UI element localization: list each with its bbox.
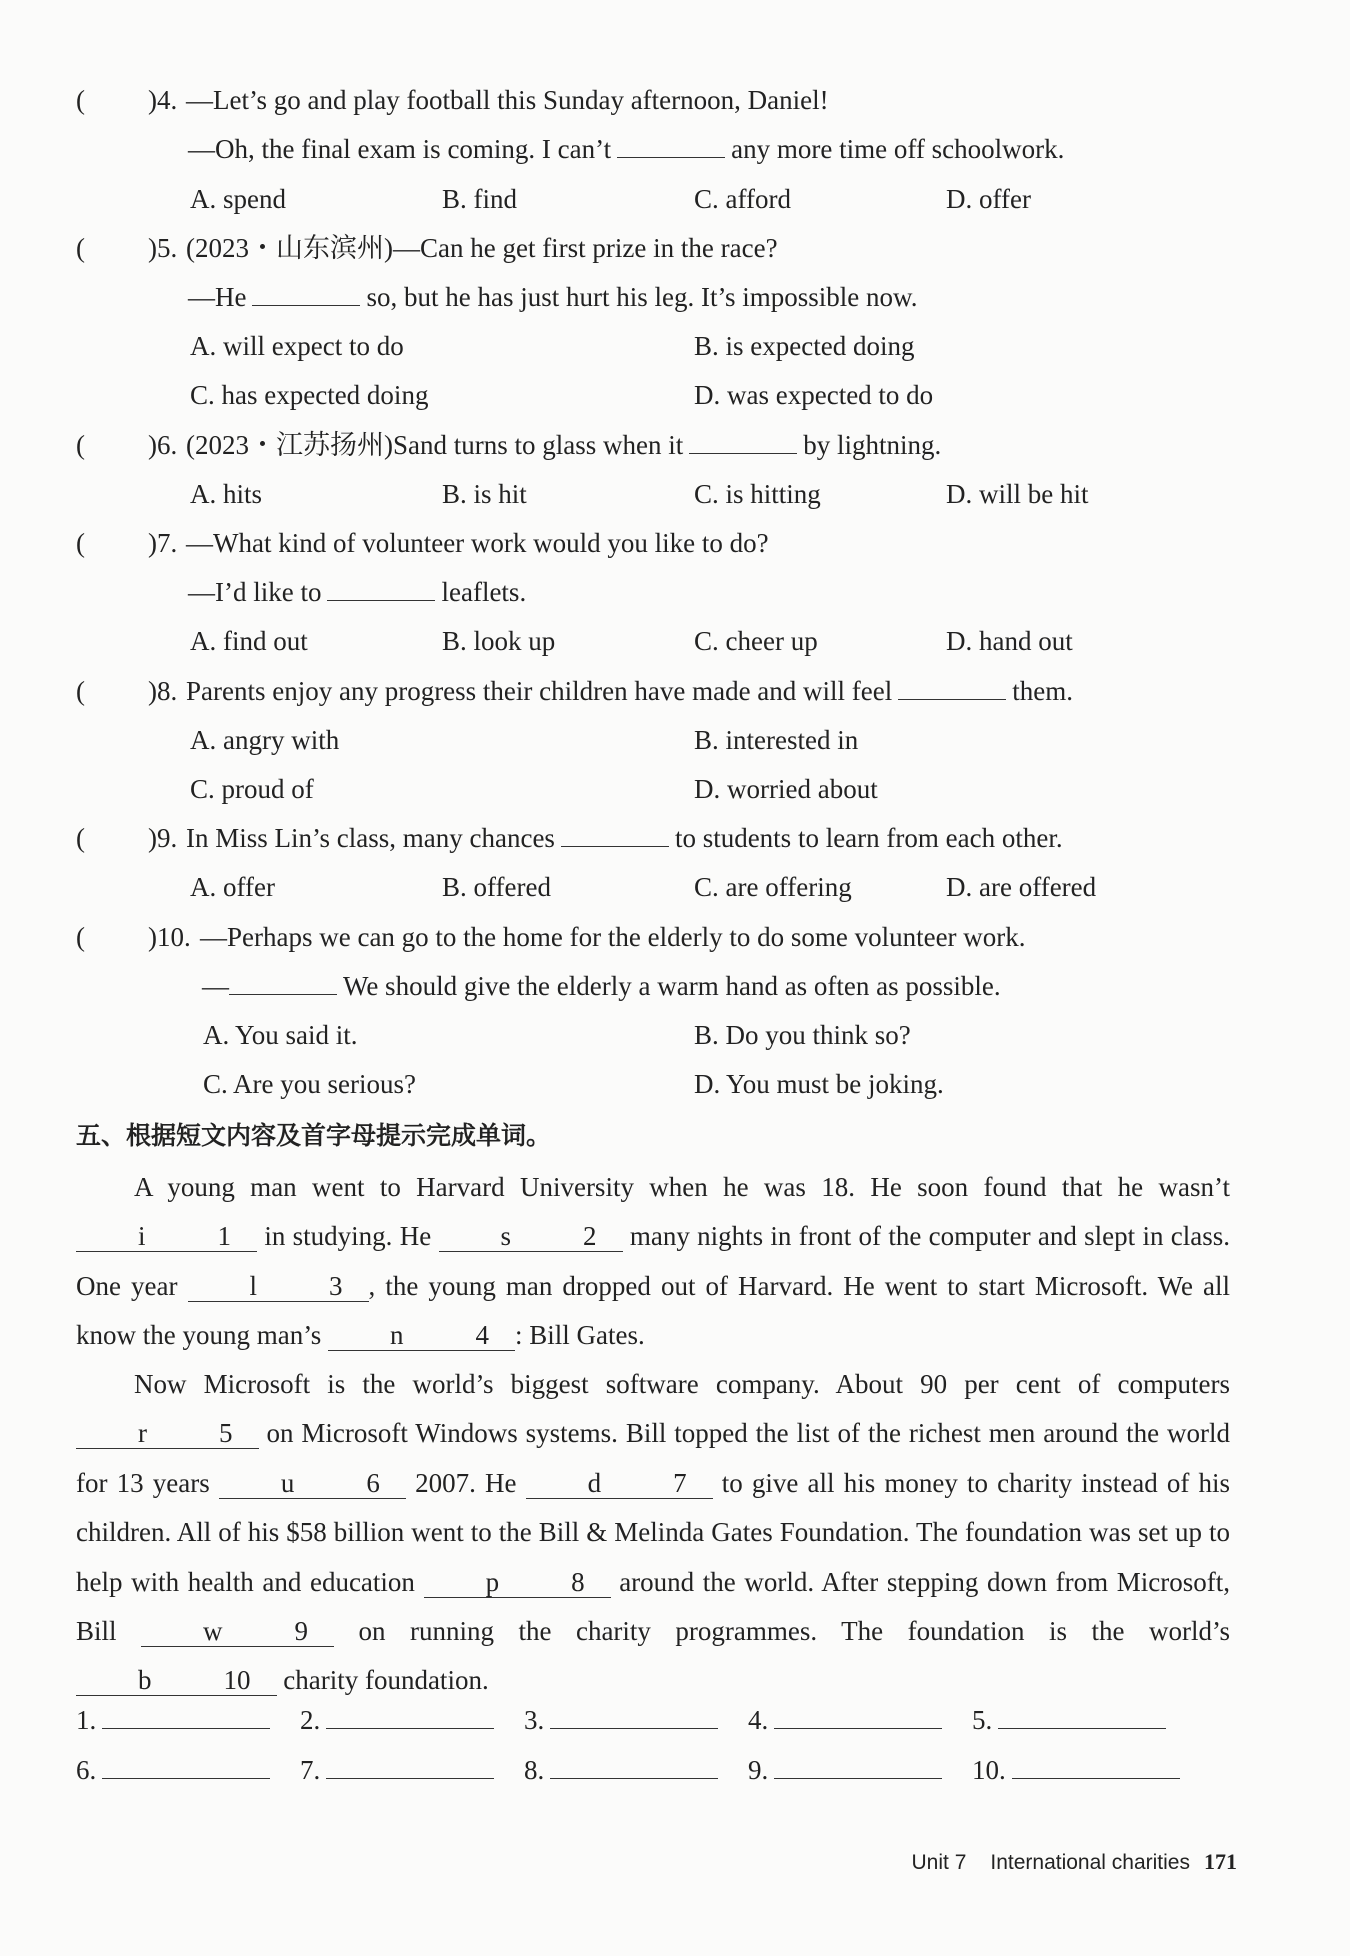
option-b: B. interested in [694, 725, 859, 755]
passage-text: , the young man dropped out of Harvard. He went to start Microsoft. We all know the young man’s [76, 1270, 1230, 1351]
unit-title: International charities [990, 1851, 1190, 1874]
option-b: B. look up [442, 626, 556, 656]
option-d: D. worried about [694, 774, 878, 804]
answer-line-10[interactable]: 10. [972, 1752, 1180, 1788]
answer-blank [617, 131, 725, 158]
option-c: C. has expected doing [190, 380, 429, 410]
answer-paren: ( [76, 85, 85, 115]
question-text: —What kind of volunteer work would you like to do? [186, 528, 769, 558]
option-b: B. offered [442, 872, 551, 902]
question-text: to students to learn from each other. [674, 823, 1063, 853]
hint-blank-8: p 8 [424, 1567, 611, 1598]
option-b: B. find [442, 184, 518, 214]
question-text: (2023・江苏扬州)Sand turns to glass when it [186, 430, 684, 460]
section-heading: 五、根据短文内容及首字母提示完成单词。 [76, 1121, 552, 1150]
option-b: B. is expected doing [694, 331, 915, 361]
question-text: them. [1012, 676, 1074, 706]
answer-line-1[interactable]: 1. [76, 1702, 270, 1738]
answer-line-5[interactable]: 5. [972, 1702, 1166, 1738]
passage-text: many nights in front of the computer and slept in class. One year [76, 1221, 1231, 1301]
answer-line-4[interactable]: 4. [748, 1702, 942, 1738]
page-footer [912, 1848, 1237, 1877]
passage-text: 2007. He [415, 1467, 517, 1498]
unit-label: Unit 7 [911, 1851, 967, 1874]
option-c: C. are offering [694, 872, 852, 902]
option-d: D. offer [946, 184, 1031, 214]
answer-paren: ( [76, 922, 85, 952]
hint-blank-7: d 7 [526, 1468, 713, 1499]
question-number: )9. [148, 823, 178, 853]
passage-paragraph-1 [76, 1163, 1230, 1361]
question-number: )8. [148, 676, 178, 706]
passage-text: on running the charity programmes. The foundation is the world’s [358, 1616, 1231, 1647]
answer-blank [898, 673, 1006, 700]
question-text: —I’d like to [188, 577, 322, 607]
question-number: )6. [148, 430, 178, 460]
option-a: A. offer [190, 872, 275, 902]
question-text: by lightning. [803, 430, 942, 460]
question-text: — [202, 971, 229, 1001]
option-d: D. was expected to do [694, 380, 934, 410]
question-text: —He [188, 282, 247, 312]
option-d: D. will be hit [946, 479, 1089, 509]
answer-blank [252, 279, 360, 306]
passage-text: on Microsoft Windows systems. Bill topped the list of the richest men around the world for 13 years [76, 1418, 1231, 1498]
question-text: In Miss Lin’s class, many chances [186, 823, 555, 853]
option-a: A. hits [190, 479, 263, 509]
option-a: A. spend [190, 184, 286, 214]
passage-text: around the world. After stepping down from Microsoft, Bill [76, 1566, 1231, 1647]
option-c: C. cheer up [694, 626, 818, 656]
hint-blank-9: w 9 [141, 1616, 334, 1647]
question-number: )4. [148, 85, 178, 115]
option-c: C. proud of [190, 774, 314, 804]
option-b: B. Do you think so? [694, 1020, 911, 1050]
option-d: D. You must be joking. [694, 1069, 944, 1099]
question-text: —Oh, the final exam is coming. I can’t [188, 134, 612, 164]
passage-text: A young man went to Harvard University when he was 18. He soon found that he wasn’t [134, 1172, 1230, 1202]
answer-line-6[interactable]: 6. [76, 1752, 270, 1788]
option-a: A. angry with [190, 725, 340, 755]
answer-paren: ( [76, 528, 85, 558]
option-c: C. is hitting [694, 479, 821, 509]
option-c: C. Are you serious? [203, 1069, 416, 1099]
hint-blank-2: s 2 [439, 1221, 623, 1252]
hint-blank-10: b 10 [76, 1665, 277, 1696]
hint-blank-6: u 6 [219, 1468, 406, 1499]
option-d: D. are offered [946, 872, 1097, 902]
question-text: —Perhaps we can go to the home for the elderly to do some volunteer work. [200, 922, 1026, 952]
question-text: (2023・山东滨州)—Can he get first prize in the race? [186, 233, 778, 263]
question-number: )5. [148, 233, 178, 263]
answer-line-2[interactable]: 2. [300, 1702, 494, 1738]
question-text: We should give the elderly a warm hand as often as possible. [343, 971, 1001, 1001]
passage-paragraph-2 [76, 1360, 1230, 1706]
answer-paren: ( [76, 823, 85, 853]
passage-text: : Bill Gates. [514, 1320, 645, 1351]
answer-paren: ( [76, 233, 85, 263]
question-text: any more time off schoolwork. [731, 134, 1065, 164]
hint-blank-5: r 5 [76, 1418, 259, 1449]
hint-blank-3: l 3 [188, 1271, 369, 1302]
answer-paren: ( [76, 430, 85, 460]
answer-line-9[interactable]: 9. [748, 1752, 942, 1788]
option-a: A. will expect to do [190, 331, 404, 361]
option-a: A. find out [190, 626, 308, 656]
option-b: B. is hit [442, 479, 527, 509]
passage-text: to give all his money to charity instead of his children. All of his $58 billion went to the Bill & Melinda Gates Foundation. The foundation was set up to help with health and education [76, 1467, 1231, 1597]
option-c: C. afford [694, 184, 791, 214]
passage-text: in studying. He [264, 1221, 432, 1252]
answer-blank [229, 968, 337, 995]
hint-blank-4: n 4 [328, 1320, 515, 1351]
passage-text: charity foundation. [283, 1665, 489, 1696]
question-text: —Let’s go and play football this Sunday afternoon, Daniel! [186, 85, 829, 115]
answer-blank [561, 820, 669, 847]
passage-text: Now Microsoft is the world’s biggest software company. About 90 per cent of computers [134, 1369, 1230, 1399]
answer-line-8[interactable]: 8. [524, 1752, 718, 1788]
hint-blank-1: i 1 [76, 1221, 257, 1252]
answer-blank [689, 427, 797, 454]
option-d: D. hand out [946, 626, 1073, 656]
answer-line-7[interactable]: 7. [300, 1752, 494, 1788]
page-number: 171 [1204, 1849, 1237, 1874]
answer-line-3[interactable]: 3. [524, 1702, 718, 1738]
question-text: so, but he has just hurt his leg. It’s impossible now. [366, 282, 918, 312]
answer-paren: ( [76, 676, 85, 706]
answer-blank [327, 574, 435, 601]
question-text: Parents enjoy any progress their children have made and will feel [186, 676, 893, 706]
question-number: )10. [148, 922, 191, 952]
question-number: )7. [148, 528, 178, 558]
option-a: A. You said it. [203, 1020, 358, 1050]
question-text: leaflets. [441, 577, 527, 607]
